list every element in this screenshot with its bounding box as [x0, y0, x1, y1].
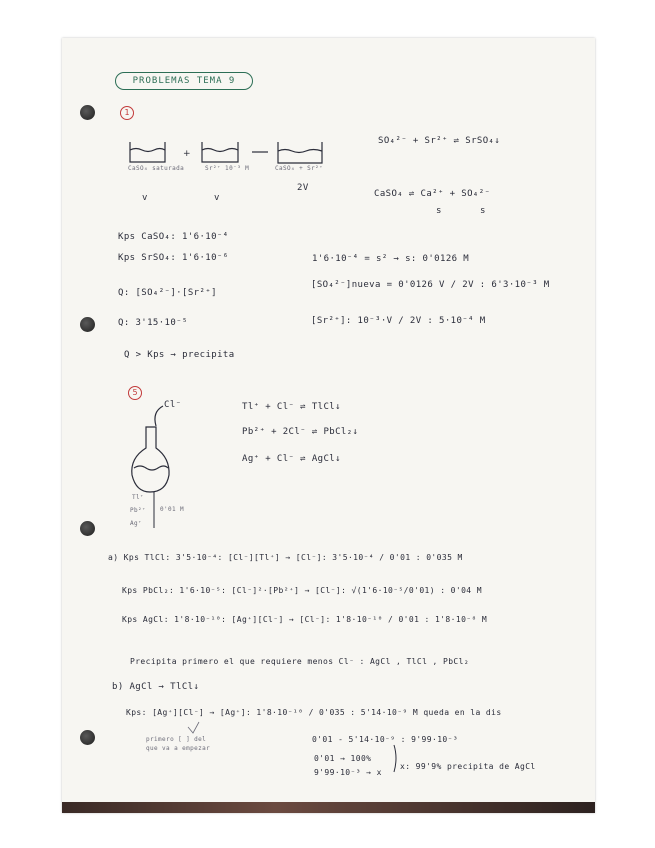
problem-number-1: 1	[120, 106, 134, 120]
beaker-icon	[130, 142, 165, 162]
solubility-s1: s	[436, 206, 442, 216]
volume-v1: v	[142, 193, 148, 203]
kps-caso4: Kps CaSO₄: 1'6·10⁻⁴	[118, 232, 229, 242]
flask-icon	[132, 406, 169, 492]
solve-s: 1'6·10⁻⁴ = s² → s: 0'0126 M	[312, 254, 470, 264]
beaker-icon	[278, 142, 322, 163]
beaker-icon	[202, 142, 238, 162]
part-a-line-2: Kps PbCl₂: 1'6·10⁻⁵: [Cl⁻]²·[Pb²⁺] → [Cl⁻]: √(1'6·10⁻⁵/0'01) : 0'04 M	[122, 586, 482, 595]
part-b-line-1: b) AgCl → TlCl↓	[112, 682, 200, 692]
flask-ion-ag: Ag⁺	[130, 520, 143, 527]
reaction-tlcl: Tl⁺ + Cl⁻ ⇌ TlCl↓	[242, 402, 341, 412]
volume-v2: v	[214, 193, 220, 203]
reaction-agcl: Ag⁺ + Cl⁻ ⇌ AgCl↓	[242, 454, 341, 464]
part-b-line-3: 0'01 - 5'14·10⁻⁹ : 9'99·10⁻³	[312, 735, 459, 744]
beaker-label-mix: CaSO₄ + Sr²⁺	[275, 165, 324, 172]
part-b-line-2: Kps: [Ag⁺][Cl⁻] → [Ag⁺]: 1'8·10⁻¹⁰ / 0'035 : 5'14·10⁻⁹ M queda en la dis	[126, 708, 502, 717]
beaker-label-sr: Sr²⁺ 10⁻³ M	[205, 165, 250, 172]
side-note-2: que va a empezar	[146, 745, 211, 752]
side-note-1: primero [ ] del	[146, 736, 207, 743]
part-a-conclusion: Precipita primero el que requiere menos Cl⁻ : AgCl , TlCl , PbCl₂	[130, 657, 470, 666]
reaction-pbcl2: Pb²⁺ + 2Cl⁻ ⇌ PbCl₂↓	[242, 427, 359, 437]
flask-ion-tl: Tl⁺	[132, 494, 145, 501]
part-b-result: x: 99'9% precipita de AgCl	[400, 762, 536, 771]
equation-caso4: CaSO₄ ⇌ Ca²⁺ + SO₄²⁻	[374, 189, 491, 199]
solubility-s2: s	[480, 206, 486, 216]
so4-new-conc: [SO₄²⁻]nueva = 0'0126 V / 2V : 6'3·10⁻³ M	[311, 280, 550, 290]
flask-ion-pb: Pb²⁺	[130, 507, 147, 514]
sr-conc: [Sr²⁺]: 10⁻³·V / 2V : 5·10⁻⁴ M	[311, 316, 486, 326]
part-b-line-4: 0'01 → 100%	[314, 754, 372, 763]
q-expression: Q: [SO₄²⁻]·[Sr²⁺]	[118, 288, 217, 298]
svg-text:+: +	[183, 149, 191, 159]
chloride-label: Cl⁻	[164, 400, 182, 410]
part-a-line-3: Kps AgCl: 1'8·10⁻¹⁰: [Ag⁺][Cl⁻] → [Cl⁻]: 1'8·10⁻¹⁰ / 0'01 : 1'8·10⁻⁸ M	[122, 615, 488, 624]
kps-srso4: Kps SrSO₄: 1'6·10⁻⁶	[118, 253, 229, 263]
q-value: Q: 3'15·10⁻⁵	[118, 318, 188, 328]
conclusion-1: Q > Kps → precipita	[124, 350, 235, 360]
beaker-label-caso4: CaSO₄ saturada	[128, 165, 185, 172]
part-b-line-5: 9'99·10⁻³ → x	[314, 768, 382, 777]
flask-concentration: 0'01 M	[160, 506, 185, 513]
equation-srso4: SO₄²⁻ + Sr²⁺ ⇌ SrSO₄↓	[378, 136, 501, 146]
part-a-line-1: a) Kps TlCl: 3'5·10⁻⁴: [Cl⁻][Tl⁺] → [Cl⁻]: 3'5·10⁻⁴ / 0'01 : 0'035 M	[108, 553, 463, 562]
page-title: PROBLEMAS TEMA 9	[115, 72, 253, 90]
problem-number-5: 5	[128, 386, 142, 400]
volume-label: 2V	[297, 183, 309, 193]
